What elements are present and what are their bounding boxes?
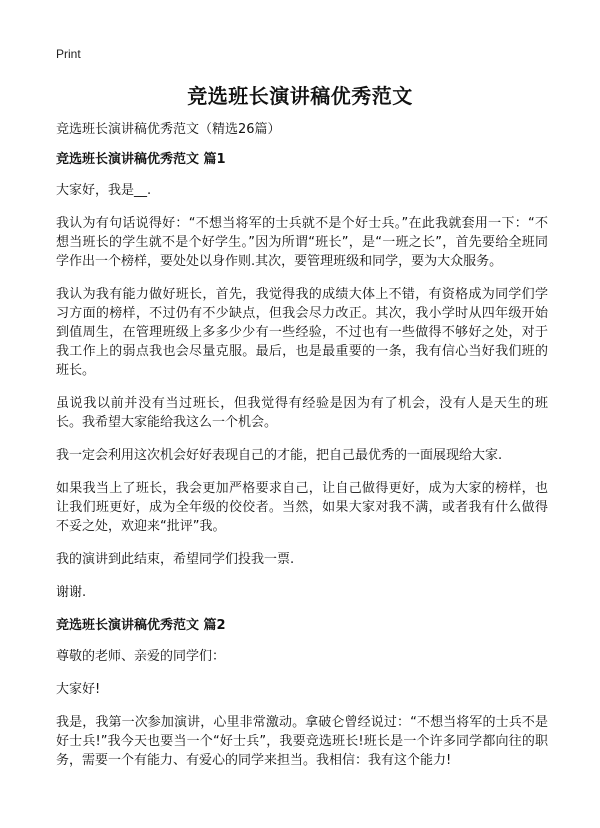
paragraph: 虽说我以前并没有当过班长，但我觉得有经验是因为有了机会，没有人是天生的班长。我希望大家能给我这么一个机会。 xyxy=(56,396,548,430)
paragraph: 谢谢. xyxy=(56,585,87,600)
paragraph: 我认为有句话说得好：“不想当将军的士兵就不是个好士兵。”在此我就套用一下：“不想当班长的学生就不是个好学生。”因为所谓“班长”，是“一班之长”，首先要给全班同学作出一个榜样，要处处以身作则.其次，要管理班级和同学，要为大众服务。 xyxy=(56,216,548,269)
document-title: 竞选班长演讲稿优秀范文 xyxy=(187,84,413,108)
paragraph: 大家好，我是__. xyxy=(56,183,152,198)
paragraph: 我一定会利用这次机会好好表现自己的才能，把自己最优秀的一面展现给大家. xyxy=(56,448,503,463)
paragraph: 我是，我第一次参加演讲，心里非常激动。拿破仑曾经说过：“不想当将军的士兵不是好士兵!”我今天也要当一个“好士兵”，我要竞选班长!班长是一个许多同学都向往的职务，需要一个有能力、有爱心的同学来担当。我相信：我有这个能力! xyxy=(56,715,548,768)
section-heading: 竞选班长演讲稿优秀范文 篇1 xyxy=(56,152,226,167)
paragraph: 我认为我有能力做好班长，首先，我觉得我的成绩大体上不错，有资格成为同学们学习方面的榜样，不过仍有不少缺点，但我会尽力改正。其次，我小学时从四年级开始到值周生，在管理班级上多多少少有一些经验，不过也有一些做得不够好之处，对于我工作上的弱点我也会尽量克服。最后，也是最重要的一条，我有信心当好我们班的班长。 xyxy=(56,287,548,378)
paragraph: 大家好! xyxy=(56,682,101,697)
print-label: Print xyxy=(56,47,81,61)
document-body xyxy=(56,120,548,783)
paragraph: 尊敬的老师、亲爱的同学们： xyxy=(56,649,226,664)
section-heading: 竞选班长演讲稿优秀范文 篇2 xyxy=(56,618,226,633)
paragraph: 如果我当上了班长，我会更加严格要求自己，让自己做得更好，成为大家的榜样，也让我们班更好，成为全年级的佼佼者。当然，如果大家对我不满，或者我有什么做得不妥之处，欢迎来“批评”我。 xyxy=(56,481,548,534)
document-subtitle: 竞选班长演讲稿优秀范文（精选26篇） xyxy=(56,122,281,137)
paragraph: 我的演讲到此结束，希望同学们投我一票. xyxy=(56,552,295,567)
